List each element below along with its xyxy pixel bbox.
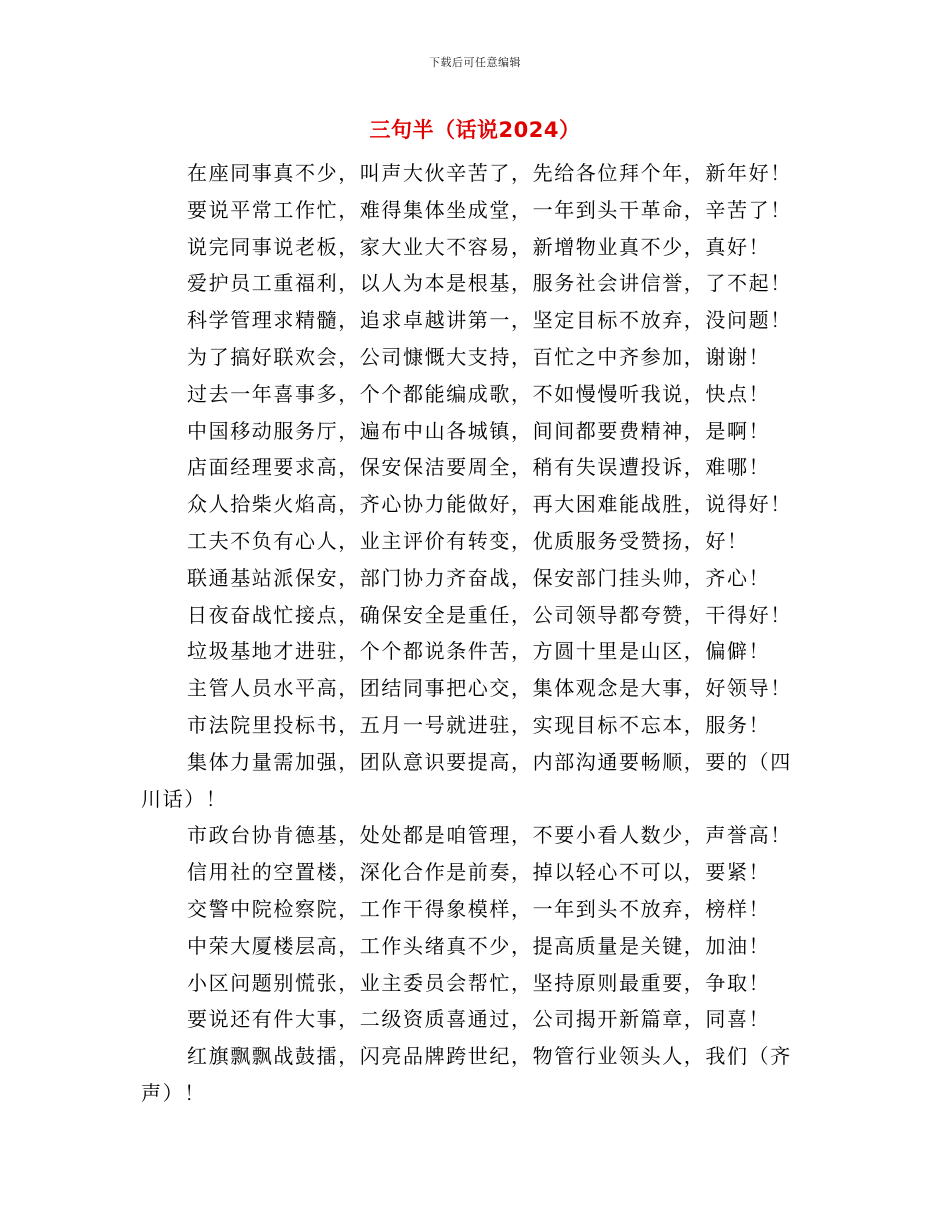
poem-line-22: 小区问题别慌张，业主委员会帮忙，坚持原则最重要，争取！ <box>187 970 771 995</box>
poem-line-5: 科学管理求精髓，追求卓越讲第一，坚定目标不放弃，没问题！ <box>187 308 792 333</box>
poem-line-11: 工夫不负有心人，业主评价有转变，优质服务受赞扬，好！ <box>187 528 749 553</box>
poem-line-15: 主管人员水平高，团结同事把心交，集体观念是大事，好领导！ <box>187 676 792 701</box>
poem-line-18: 市政台协肯德基，处处都是咱管理，不要小看人数少，声誉高！ <box>187 823 792 848</box>
poem-line-21: 中荣大厦楼层高，工作头绪真不少，提高质量是关键，加油！ <box>187 933 771 958</box>
poem-line-20: 交警中院检察院，工作干得象模样，一年到头不放弃，榜样！ <box>187 896 771 921</box>
poem-line-12: 联通基站派保安，部门协力齐奋战，保安部门挂头帅，齐心！ <box>187 565 771 590</box>
poem-body <box>141 155 797 1112</box>
poem-line-4: 爱护员工重福利，以人为本是根基，服务社会讲信誉，了不起！ <box>187 271 792 296</box>
poem-line-23: 要说还有件大事，二级资质喜通过，公司揭开新篇章，同喜！ <box>187 1007 771 1032</box>
poem-line-19: 信用社的空置楼，深化合作是前奏，掉以轻心不可以，要紧！ <box>187 860 771 885</box>
poem-line-10: 众人拾柴火焰高，齐心协力能做好，再大困难能战胜，说得好！ <box>187 492 792 517</box>
page-header-note: 下载后可任意编辑 <box>429 56 521 69</box>
poem-line-14: 垃圾基地才进驻，个个都说条件苦，方圆十里是山区，偏僻！ <box>187 639 771 664</box>
poem-line-16: 市法院里投标书，五月一号就进驻，实现目标不忘本，服务！ <box>187 712 771 737</box>
poem-line-7: 过去一年喜事多，个个都能编成歌，不如慢慢听我说，快点！ <box>187 381 771 406</box>
poem-line-8: 中国移动服务厅，遍布中山各城镇，间间都要费精神，是啊！ <box>187 418 771 443</box>
poem-line-3: 说完同事说老板，家大业大不容易，新增物业真不少，真好！ <box>187 234 771 259</box>
poem-line-13: 日夜奋战忙接点，确保安全是重任，公司领导都夸赞，干得好！ <box>187 602 792 627</box>
poem-line-17: 集体力量需加强，团队意识要提高，内部沟通要畅顺，要的（四川话）！ <box>141 749 792 811</box>
poem-line-1: 在座同事真不少，叫声大伙辛苦了，先给各位拜个年，新年好！ <box>187 161 792 185</box>
poem-line-9: 店面经理要求高，保安保洁要周全，稍有失误遭投诉，难哪！ <box>187 455 771 480</box>
poem-line-2: 要说平常工作忙，难得集体坐成堂，一年到头干革命，辛苦了！ <box>187 197 792 222</box>
document-title: 三句半（话说2024） <box>369 118 581 142</box>
poem-line-6: 为了搞好联欢会，公司慷慨大支持，百忙之中齐参加，谢谢！ <box>187 344 771 369</box>
poem-line-24: 红旗飘飘战鼓擂，闪亮品牌跨世纪，物管行业领头人，我们（齐声）！ <box>141 1044 792 1105</box>
